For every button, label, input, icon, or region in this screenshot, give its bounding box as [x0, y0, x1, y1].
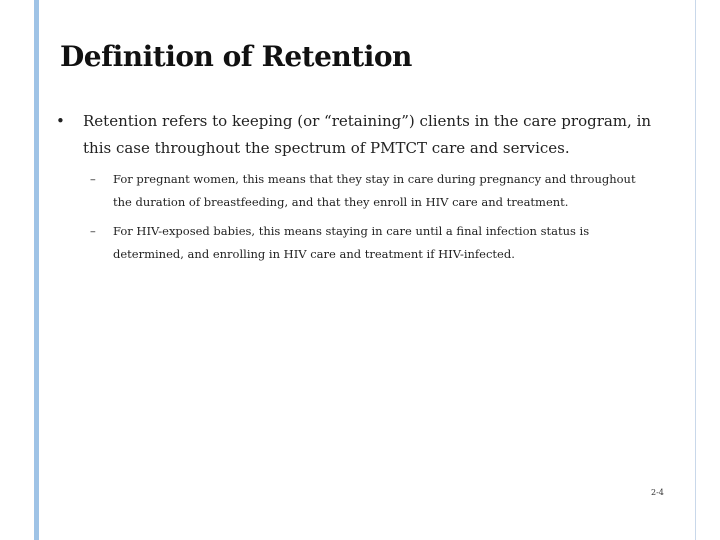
left-accent-bar: [34, 0, 39, 540]
dash-icon: –: [90, 172, 96, 186]
right-border-line: [695, 0, 696, 540]
dash-icon: –: [90, 224, 96, 238]
sub-bullet-pregnant-women: [56, 168, 656, 214]
sub-bullet-hiv-exposed-babies: [56, 220, 656, 266]
sub-bullet-text: For pregnant women, this means that they stay in care during pregnancy and throughout the duration of breastfeeding, and that they enroll in HIV care and treatment.: [113, 172, 636, 209]
bullet-icon: •: [56, 112, 65, 130]
sub-bullet-text: For HIV-exposed babies, this means staying in care until a final infection status is determined, and enrolling in HIV care and treatment if HIV-infected.: [113, 224, 590, 261]
main-bullet-text: Retention refers to keeping (or “retaining”) clients in the care program, in this case throughout the spectrum of PMTCT care and services.: [83, 112, 652, 157]
sub-bullet-list: [56, 168, 656, 266]
page-number: 2-4: [651, 488, 664, 497]
main-bullet: [56, 108, 656, 162]
slide-content: [56, 108, 656, 272]
slide-title: Definition of Retention: [60, 40, 412, 73]
